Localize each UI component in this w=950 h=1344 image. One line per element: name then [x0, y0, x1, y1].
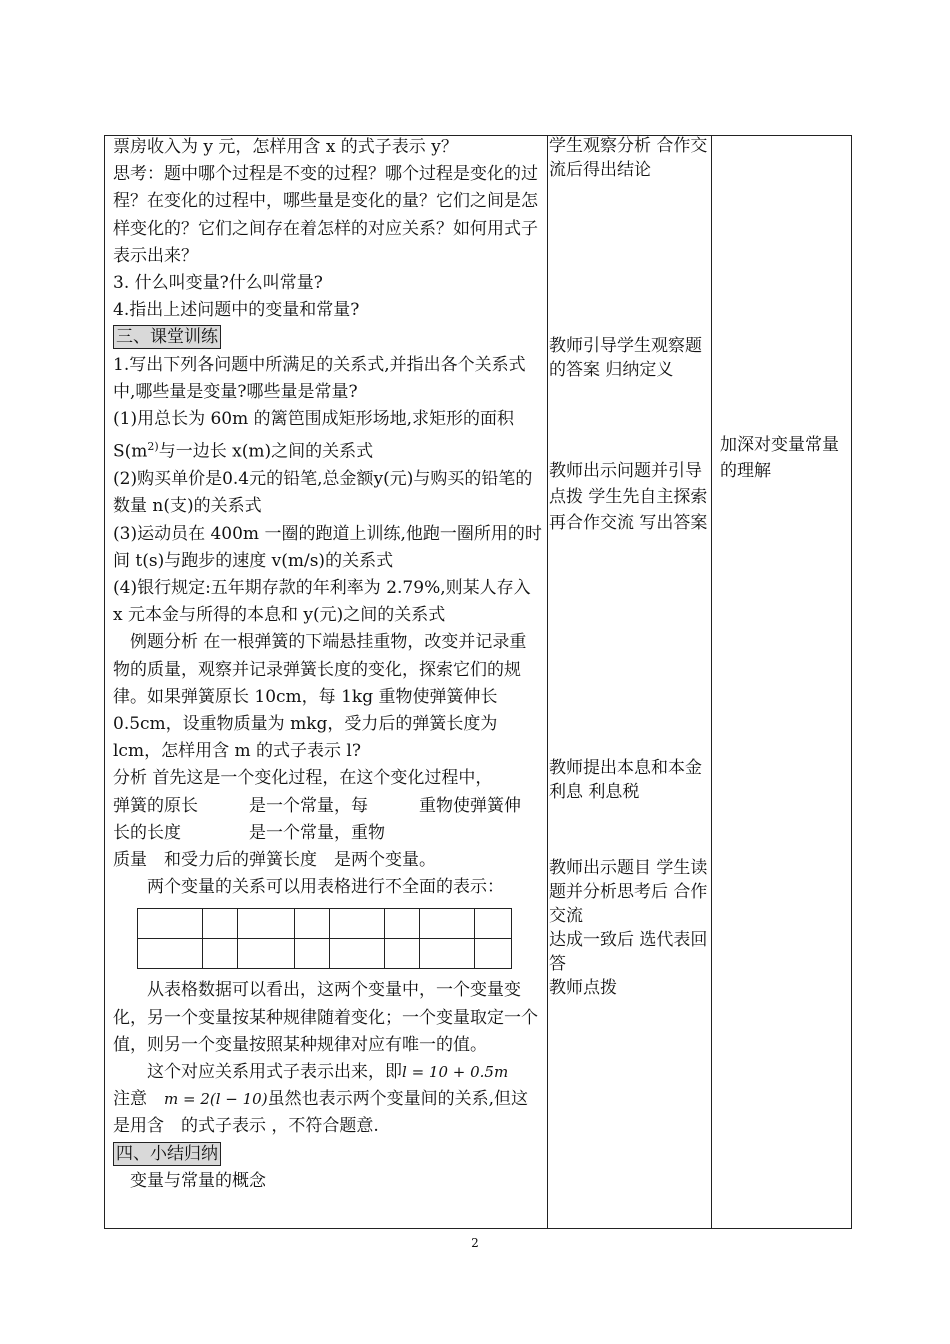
exercise-1: (1)用总长为 60m 的篱笆围成矩形场地,求矩形的面积 $S(m^{2)}$与一边长 x(m)之间的关系式 [113, 409, 515, 462]
blank-value-table [137, 908, 512, 969]
formula-m: m = 2(l − 10) [164, 1090, 268, 1109]
note-line: 注意 m = 2(l − 10)虽然也表示两个变量间的关系,但这是用含 的式子表示 ，不符合题意. [113, 1089, 528, 1137]
observation-paragraph: 从表格数据可以看出，这两个变量中，一个变量变化，另一个变量按某种规律随着变化；一个变量取定一个值，则另一个变量按照某种规律对应有唯一的值。 [113, 980, 538, 1055]
formula-l: l = 10 + 0.5m [402, 1062, 509, 1081]
section-heading-summary: 四、小结归纳 [113, 1142, 221, 1166]
exercise-intro: 1.写出下列各问题中所满足的关系式,并指出各个关系式中,哪些量是变量?哪些量是常量? [113, 354, 526, 402]
exercise-4: (4)银行规定:五年期存款的年利率为 2.79%,则某人存入 x 元本金与所得的本息和 y(元)之间的关系式 [113, 577, 531, 626]
activity-note-4: 教师提出本息和本金 利息 利息税 [549, 758, 719, 802]
question-4: 4.指出上述问题中的变量和常量? [113, 300, 360, 321]
analysis-line-4: 质量 和受力后的弹簧长度 是两个变量。 [113, 849, 436, 870]
activity-note-1: 学生观察分析 合作交流后得出结论 [549, 136, 708, 180]
exercise-2: (2)购买单价是0.4元的铅笔,总金额y(元)与购买的铅笔的数量 n(支)的关系式 [113, 469, 533, 517]
table-intro: 两个变量的关系可以用表格进行不全面的表示： [147, 877, 504, 898]
exercise-3: (3)运动员在 400m 一圈的跑道上训练,他跑一圈所用的时间 t(s)与跑步的速度 v(m/s)的关系式 [113, 523, 542, 571]
design-intent-column: 加深对变量常量的理解 [720, 435, 839, 481]
question-3: 3. 什么叫变量?什么叫常量? [113, 273, 323, 294]
formula-line: 这个对应关系用式子表示出来，即l = 10 + 0.5m [147, 1061, 509, 1082]
page-number: 2 [471, 1236, 479, 1250]
activity-note-5: 教师出示题目 学生读题并分析思考后 合作交流 达成一致后 选代表回答 教师点拨 [549, 858, 708, 998]
text-line: 票房收入为 y 元，怎样用含 x 的式子表示 y？ [113, 137, 458, 157]
activity-note-3: 教师出示问题并引导点拨 学生先自主探索再合作交流 写出答案 [549, 461, 708, 533]
analysis-line-1: 分析 首先这是一个变化过程，在这个变化过程中， [113, 768, 493, 789]
activity-note-2: 教师引导学生观察题的答案 归纳定义 [549, 336, 702, 380]
summary-text: 变量与常量的概念 [130, 1170, 266, 1191]
teaching-content-column [113, 134, 543, 1195]
example-analysis: 例题分析 在一根弹簧的下端悬挂重物，改变并记录重物的质量，观察并记录弹簧长度的变化，探索它们的规律。如果弹簧原长 10cm，每 1kg 重物使弹簧伸长 0.5cm，设重物质量为 mkg，受力后的弹簧长度为 lcm，怎样用含 m 的式子表示 l? [113, 632, 527, 762]
analysis-line-2: 弹簧的原长 是一个常量，每 重物使弹簧伸 [113, 795, 521, 816]
column-divider-1 [547, 135, 548, 1229]
think-question: 思考：题中哪个过程是不变的过程？哪个过程是变化的过程？在变化的过程中，哪些量是变化的量？它们之间是怎样变化的？它们之间存在着怎样的对应关系？如何用式子表示出来？ [113, 164, 538, 266]
column-divider-2 [711, 135, 712, 1229]
analysis-line-3: 长的长度 是一个常量，重物 [113, 822, 385, 843]
section-heading-practice: 三、课堂训练 [113, 325, 221, 349]
